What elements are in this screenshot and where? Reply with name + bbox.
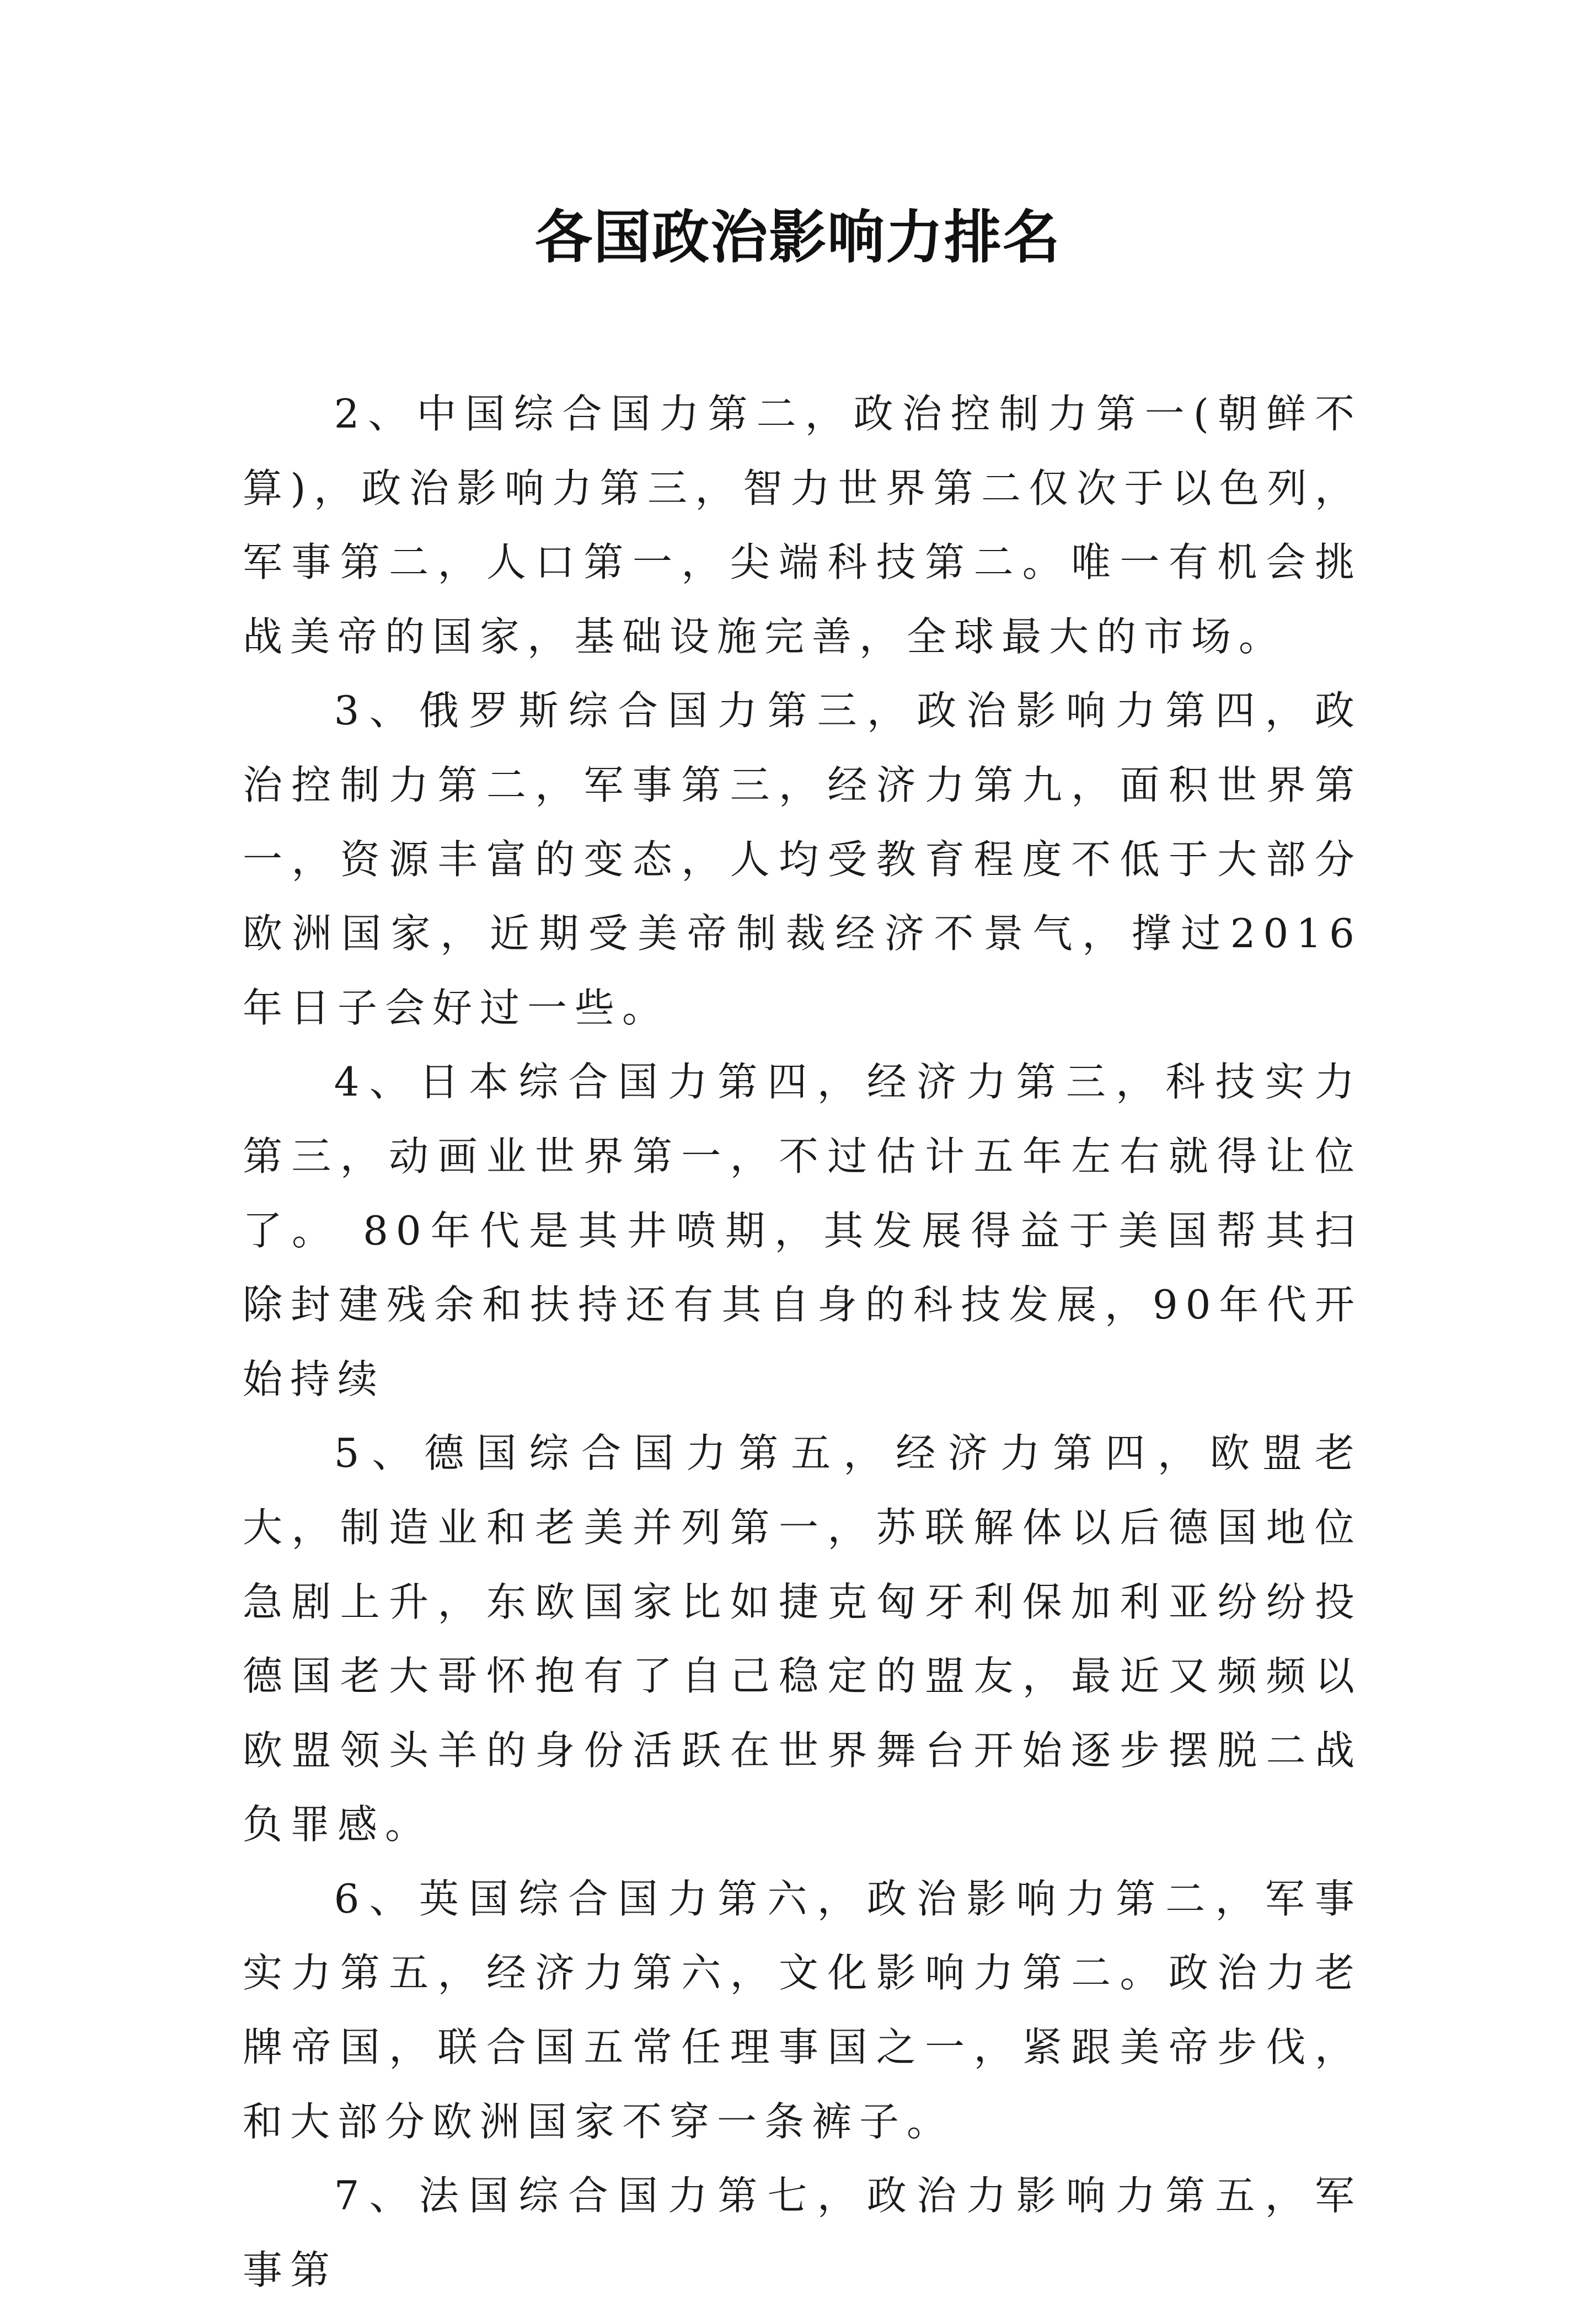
document-title: 各国政治影响力排名 [534, 203, 1061, 271]
paragraph-germany: 5、德国综合国力第五，经济力第四，欧盟老大，制造业和老美并列第一，苏联解体以后德国地位急剧上升，东欧国家比如捷克匈牙利保加利亚纷纷投德国老大哥怀抱有了自己稳定的盟友，最近又频频以欧盟领头羊的身份活跃在世界舞台开始逐步摆脱二战负罪感。 [243, 1430, 1362, 1848]
paragraph-uk: 6、英国综合国力第六，政治影响力第二，军事实力第五，经济力第六，文化影响力第二。政治力老牌帝国，联合国五常任理事国之一，紧跟美帝步伐，和大部分欧洲国家不穿一条裤子。 [243, 1875, 1362, 2145]
paragraph-china: 2、中国综合国力第二，政治控制力第一(朝鲜不算)，政治影响力第三，智力世界第二仅次于以色列，军事第二，人口第一，尖端科技第二。唯一有机会挑战美帝的国家，基础设施完善，全球最大的市场。 [243, 391, 1362, 660]
paragraph-japan: 4、日本综合国力第四，经济力第三，科技实力第三，动画业世界第一，不过估计五年左右就得让位了。 80年代是其井喷期，其发展得益于美国帮其扫除封建残余和扶持还有其自身的科技发展，90年代开始持续 [243, 1059, 1362, 1402]
paragraph-france: 7、法国综合国力第七，政治力影响力第五，军事第 [243, 2172, 1362, 2293]
document-body [243, 377, 1362, 2307]
paragraph-russia: 3、俄罗斯综合国力第三，政治影响力第四，政治控制力第二，军事第三，经济力第九，面积世界第一，资源丰富的变态，人均受教育程度不低于大部分欧洲国家，近期受美帝制裁经济不景气，撑过2016年日子会好过一些。 [243, 687, 1362, 1031]
